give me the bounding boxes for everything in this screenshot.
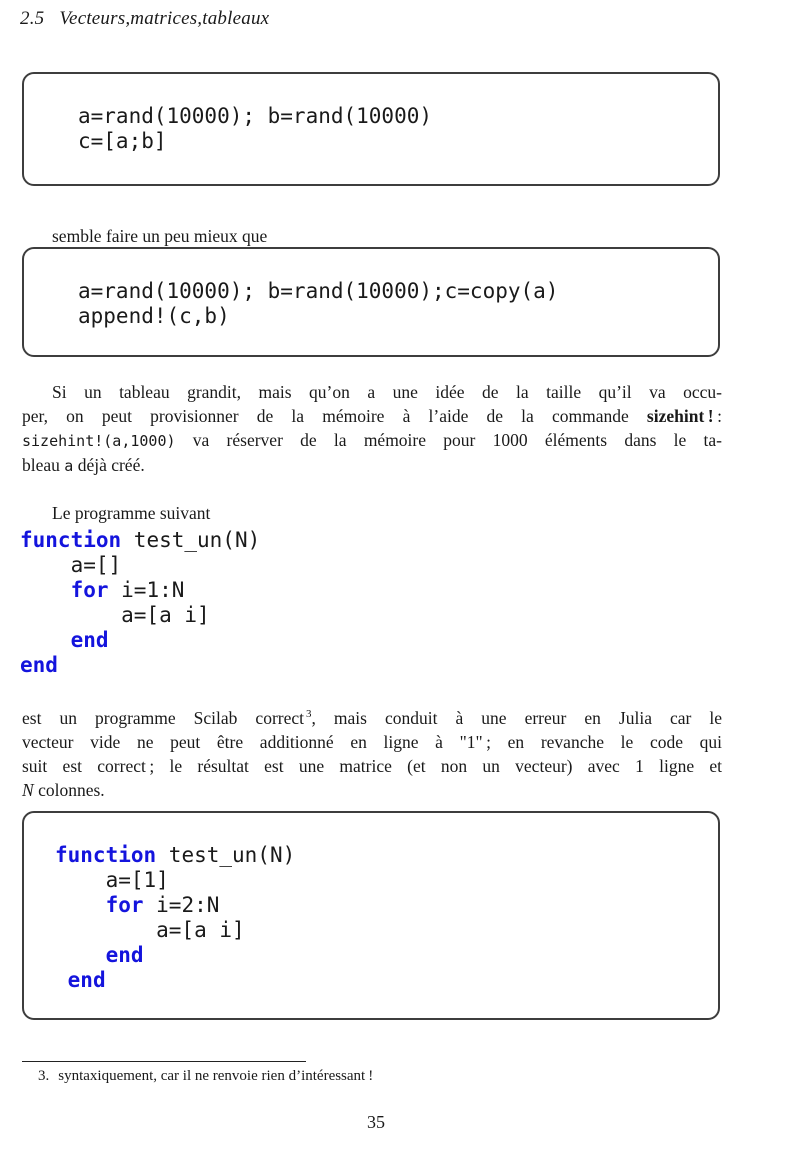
code-line: a=[1] [55,868,169,892]
code-listing [24,249,718,329]
code-line: a=rand(10000); b=rand(10000) [78,104,433,128]
code-line: for i=1:N [70,578,185,602]
text-line: vecteur vide ne peut être additionné en ligne à "1" ; en revanche le code qui [22,731,722,752]
code-line: end [20,653,58,677]
text-line: per, on peut provisionner de la mémoire à l’aide de la commande sizehint ! : [22,406,722,426]
text-line: bleau a déjà créé. [22,455,145,475]
code-line: a=[] [20,553,122,577]
text-line: suit est correct ; le résultat est une matrice (et non un vecteur) avec 1 ligne et [22,755,722,776]
text-line: N colonnes. [22,779,105,800]
code-line: end [70,628,109,652]
code-line: c=[a;b] [78,129,167,153]
footnote-text: syntaxiquement, car il ne renvoie rien d’intéressant ! [58,1068,374,1084]
section-title: Vecteurs,matrices,tableaux [59,8,270,29]
code-listing [24,813,718,993]
code-line: a=[a i] [55,918,245,942]
paragraph-sizehint [22,380,722,478]
code-line: function test_un(N) [20,528,261,552]
code-line: end [67,968,106,992]
code-line: end [105,943,144,967]
code-listing [24,74,718,154]
code-box-append [22,247,720,357]
text-line: est un programme Scilab correct $^3$, mais conduit à une erreur en Julia car le [22,707,723,728]
paragraph-semble: semble faire un peu mieux que [52,225,268,246]
code-line: for i=2:N [105,893,220,917]
section-heading [20,8,269,30]
paragraph-scilab [22,702,722,802]
code-line: a=rand(10000); b=rand(10000);c=copy(a) [78,279,559,303]
text-line: Si un tableau grandit, mais qu’on a une idée de la taille qu’il va occu- [52,382,722,402]
page-number: 35 [367,1112,385,1132]
code-line: function test_un(N) [55,843,296,867]
footnote-rule [22,1061,306,1062]
footnote-marker: 3. [38,1068,50,1084]
paragraph-programme: Le programme suivant [52,502,211,523]
code-line: a=[a i] [20,603,210,627]
code-box-concat [22,72,720,186]
text-line: sizehint!(a,1000) va réserver de la mémoire pour 1000 éléments dans le ta- [22,430,722,450]
footnote [38,1068,698,1085]
code-box-test-un-correct [22,811,720,1020]
code-line: append!(c,b) [78,304,230,328]
code-listing-test-un [20,528,260,678]
section-number: 2.5 [20,8,45,29]
